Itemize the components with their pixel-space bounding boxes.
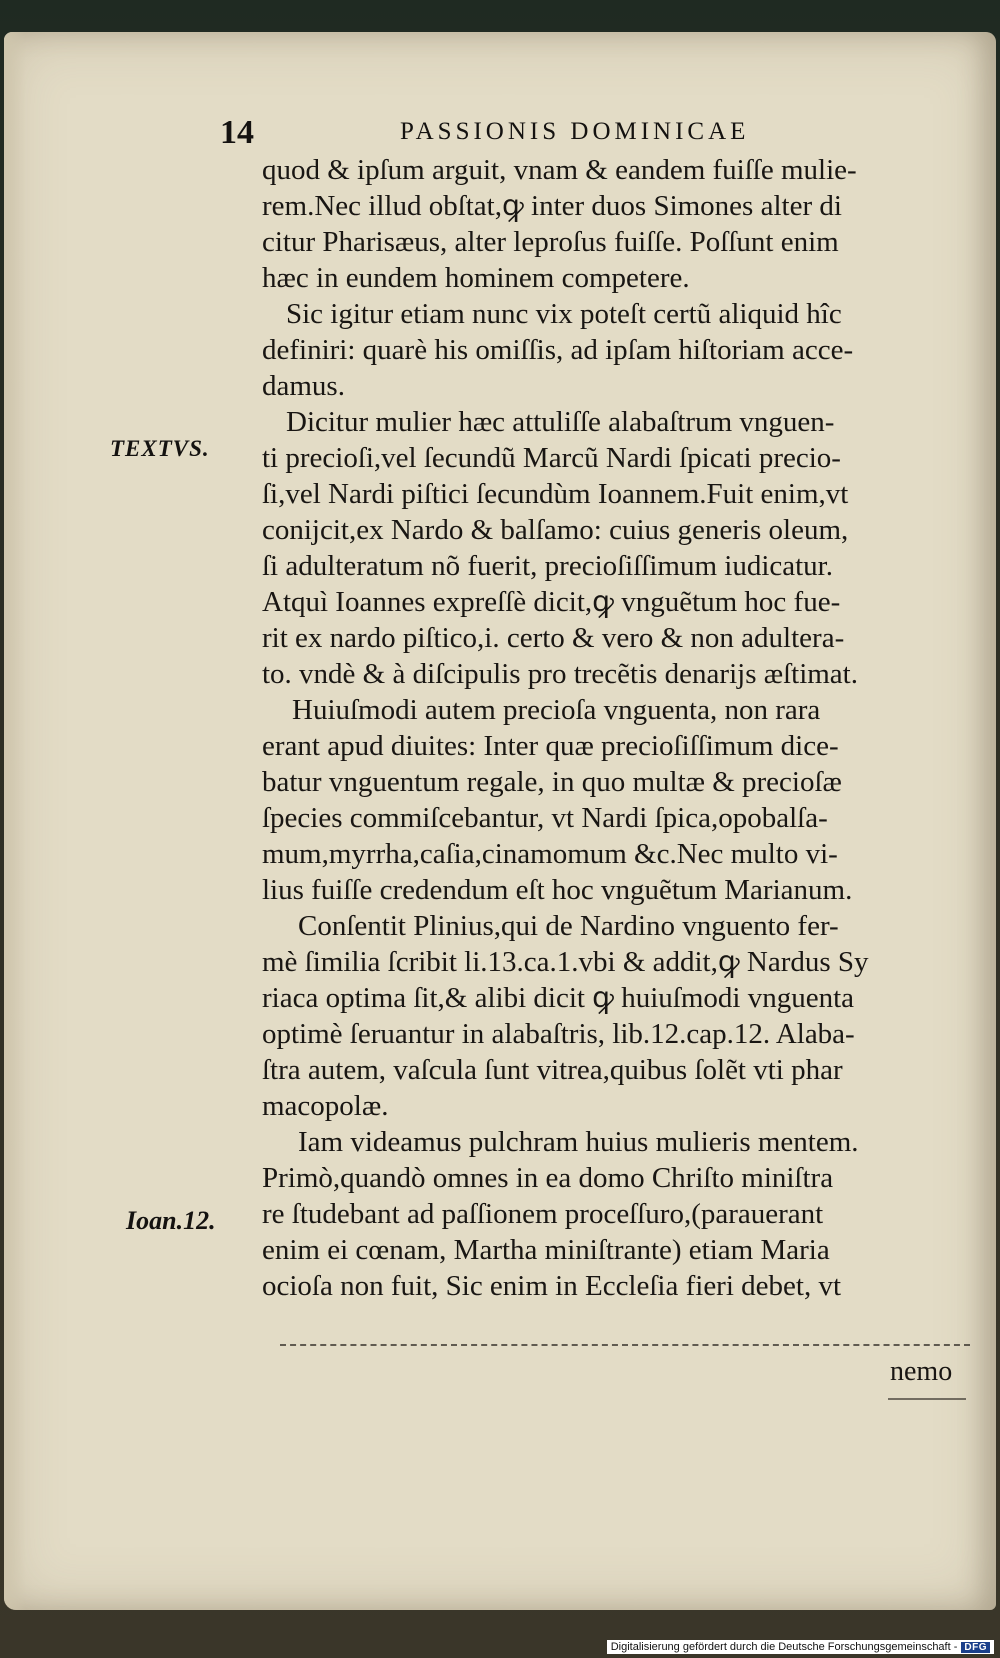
text-line: conijcit,ex Nardo & balſamo: cuius generis oleum, [262,514,849,546]
page-binding-edge [4,32,26,1610]
text-line: lius fuiſſe credendum eſt hoc vnguẽtum Marianum. [262,874,853,906]
text-line: ſi adulteratum nõ fuerit, precioſiſſimum iudicatur. [262,550,833,582]
text-line: ſi,vel Nardi piſtici ſecundùm Ioannem.Fuit enim,vt [262,478,849,510]
text-line: batur vnguentum regale, in quo multæ & precioſæ [262,766,842,798]
text-line: mum,myrrha,caſia,cinamomum &c.Nec multo vi- [262,838,838,870]
text-line: ſpecies commiſcebantur, vt Nardi ſpica,opobalſa- [262,802,828,834]
text-line: mè ſimilia ſcribit li.13.ca.1.vbi & addit,ꝙ Nardus Sy [262,946,869,978]
text-line: re ſtudebant ad paſſionem proceſſuro,(parauerant [262,1198,824,1230]
credit-text: Digitalisierung gefördert durch die Deutsche Forschungsgemeinschaft - [610,1641,958,1653]
text-line: Dicitur mulier hæc attuliſſe alabaſtrum vnguen- [286,406,835,438]
text-line: ti precioſi,vel ſecundũ Marcũ Nardi ſpicati precio- [262,442,841,474]
text-line: ocioſa non fuit, Sic enim in Eccleſia fieri debet, vt [262,1270,842,1302]
digitization-credit [607,1640,994,1654]
text-line: Iam videamus pulchram huius mulieris mentem. [298,1126,859,1158]
text-line: optimè ſeruantur in alabaſtris, lib.12.cap.12. Alaba- [262,1018,855,1050]
page-number: 14 [220,114,254,151]
text-line: rem.Nec illud obſtat,ꝙ inter duos Simones alter di [262,190,842,222]
catchword-rule [888,1398,966,1400]
text-line: erant apud diuites: Inter quæ precioſiſſimum dice- [262,730,839,762]
text-line: Primò,quandò omnes in ea domo Chriſto miniſtra [262,1162,834,1194]
text-line: damus. [262,370,345,402]
catchword: nemo [890,1356,953,1387]
text-line: ſtra autem, vaſcula ſunt vitrea,quibus ſolẽt vti phar [262,1054,843,1086]
margin-note-textus: TEXTVS. [110,436,210,461]
text-line: macopolæ. [262,1090,389,1122]
running-title: PASSIONIS DOMINICAE [400,118,750,145]
margin-note-ioan: Ioan.12. [126,1206,216,1235]
underline-mark [280,1344,970,1346]
text-line: hæc in eundem hominem competere. [262,262,690,294]
running-head [220,114,830,154]
dfg-logo: DFG [961,1642,990,1653]
text-line: Sic igitur etiam nunc vix poteſt certũ aliquid hîc [286,298,842,330]
text-line: definiri: quarè his omiſſis, ad ipſam hiſtoriam acce- [262,334,854,366]
text-line: to. vndè & à diſcipulis pro trecẽtis denarijs æſtimat. [262,658,858,690]
text-line: Huiuſmodi autem precioſa vnguenta, non rara [292,694,821,726]
text-line: rit ex nardo piſtico,i. certo & vero & non adultera- [262,622,845,654]
text-line: quod & ipſum arguit, vnam & eandem fuiſſe mulie- [262,154,857,186]
text-line: Conſentit Plinius,qui de Nardino vnguento fer- [298,910,839,942]
text-line: riaca optima ſit,& alibi dicit ꝙ huiuſmodi vnguenta [262,982,854,1014]
text-line: enim ei cœnam, Martha miniſtrante) etiam Maria [262,1234,830,1266]
text-line: citur Pharisæus, alter leproſus fuiſſe. Poſſunt enim [262,226,839,258]
text-line: Atquì Ioannes expreſſè dicit,ꝙ vnguẽtum hoc fue- [262,586,841,618]
